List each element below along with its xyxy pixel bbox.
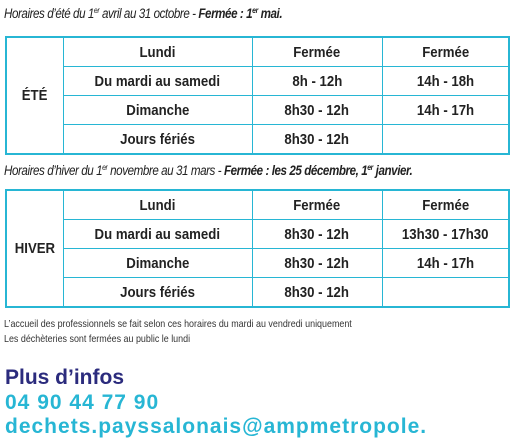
day-cell: Dimanche [63,249,252,278]
afternoon-hours-cell [382,125,509,155]
morning-hours-cell: 8h30 - 12h [252,249,382,278]
morning-hours-cell: Fermée [252,190,382,220]
afternoon-hours-cell: Fermée [382,190,509,220]
afternoon-hours-cell: 13h30 - 17h30 [382,220,509,249]
afternoon-hours-cell: 14h - 17h [382,249,509,278]
summer-caption: Horaires d’été du 1er avril au 31 octobre - Fermée : 1er mai. [4,6,283,21]
table-row [6,278,509,308]
morning-hours-cell: 8h30 - 12h [252,125,382,155]
monday-closure-note: Les déchèteries sont fermées au public le lundi [4,333,191,345]
day-cell: Lundi [63,37,252,67]
morning-hours-cell: 8h30 - 12h [252,278,382,308]
winter-caption: Horaires d’hiver du 1er novembre au 31 mars - Fermée : les 25 décembre, 1er janvier. [4,163,413,178]
day-cell: Dimanche [63,96,252,125]
contact-title: Plus d’infos [5,366,125,389]
morning-hours-cell: 8h - 12h [252,67,382,96]
afternoon-hours-cell: 14h - 18h [382,67,509,96]
table-row [6,190,509,220]
table-row [6,96,509,125]
morning-hours-cell: 8h30 - 12h [252,96,382,125]
afternoon-hours-cell: 14h - 17h [382,96,509,125]
day-cell: Jours fériés [63,125,252,155]
table-row [6,125,509,155]
day-cell: Du mardi au samedi [63,67,252,96]
season-label: ÉTÉ [6,37,63,154]
contact-phone[interactable]: 04 90 44 77 90 [5,391,160,414]
summer-schedule-table [5,36,510,155]
winter-schedule-table [5,189,510,308]
day-cell: Lundi [63,190,252,220]
contact-email[interactable]: dechets.payssalonais@ampmetropole. [5,415,428,438]
afternoon-hours-cell [382,278,509,308]
table-row [6,67,509,96]
day-cell: Du mardi au samedi [63,220,252,249]
afternoon-hours-cell: Fermée [382,37,509,67]
morning-hours-cell: 8h30 - 12h [252,220,382,249]
morning-hours-cell: Fermée [252,37,382,67]
professional-hours-note: L’accueil des professionnels se fait selon ces horaires du mardi au vendredi uniquement [4,318,352,330]
table-row [6,37,509,67]
table-row [6,220,509,249]
season-label: HIVER [6,190,63,307]
day-cell: Jours fériés [63,278,252,308]
table-row [6,249,509,278]
